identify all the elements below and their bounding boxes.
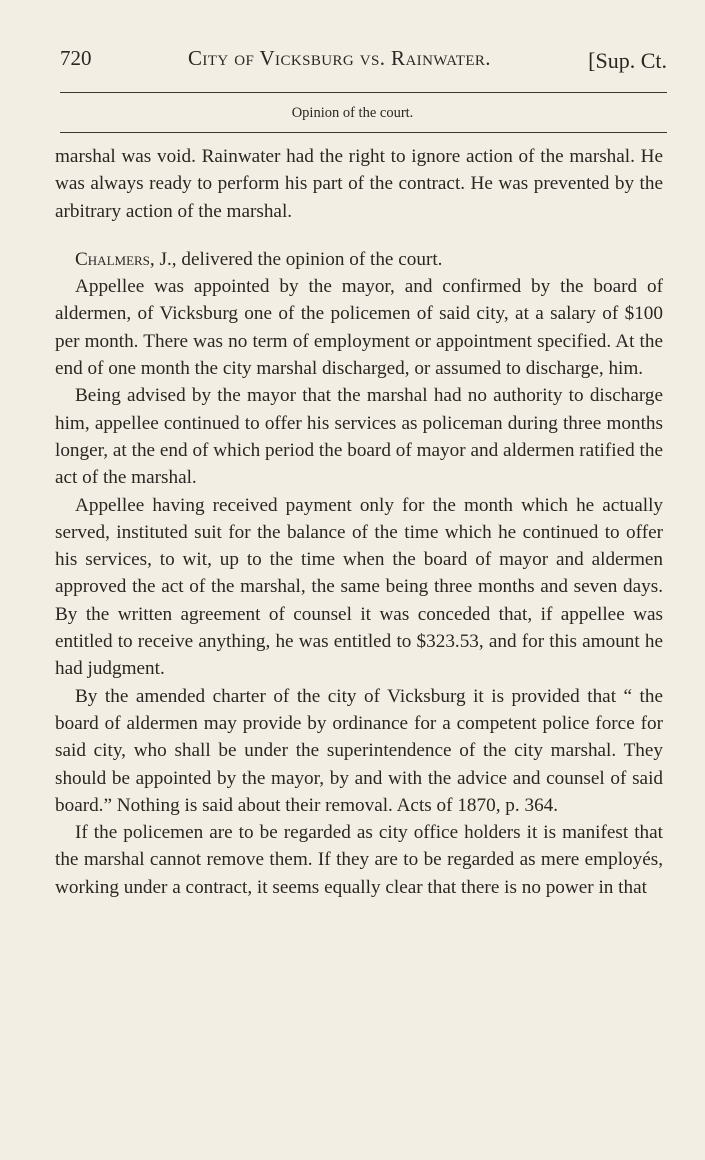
judge-name: Chalmers, J., xyxy=(75,248,177,270)
paragraph: By the amended charter of the city of Vicksburg it is provided that “ the board of aldermen may provide by ordinance for a competent police force for said city, who shall be under the superintendence of the city marshal. They should be appointed by the mayor, by and with the advice and counsel of said board.” Nothing is said about their removal. Acts of 1870, p. 364. xyxy=(55,685,663,816)
paragraph: Appellee having received payment only for the month which he actually served, instituted suit for the balance of the time which he continued to offer his services, to wit, up to the time when the board of mayor and aldermen approved the act of the marshal, the same being three months and seven days. By the written agreement of counsel it was conceded that, if appellee was entitled to receive anything, he was entitled to $323.53, and for this amount he had judgment. xyxy=(55,494,663,680)
page-number: 720 xyxy=(60,46,92,70)
section-subheading: Opinion of the court. xyxy=(291,105,414,121)
running-title: City of Vicksburg vs. Rainwater. xyxy=(188,46,491,70)
court-abbreviation: [Sup. Ct. xyxy=(588,48,667,73)
paragraph: If the policemen are to be regarded as city office holders it is manifest that the marshal cannot remove them. If they are to be regarded as mere employés, working under a contract, it seems equally clear that there is no power in that xyxy=(55,822,663,898)
header-rule-bottom xyxy=(60,132,667,133)
opinion-intro-text: delivered the opinion of the court. xyxy=(181,248,443,270)
paragraph: Appellee was appointed by the mayor, and confirmed by the board of aldermen, of Vicksburg one of the policemen of said city, at a salary of $100 per month. There was no term of employment or appointment specified. At the end of one month the city marshal discharged, or assumed to discharge, him. xyxy=(55,276,663,380)
paragraph-continuation: marshal was void. Rainwater had the right to ignore action of the marshal. He was always ready to perform his part of the contract. He was prevented by the arbitrary action of the marshal. xyxy=(55,146,663,222)
header-rule-top xyxy=(60,92,667,93)
running-header xyxy=(60,46,667,80)
paragraph-opinion-intro xyxy=(55,246,663,273)
paragraph: Being advised by the mayor that the marshal had no authority to discharge him, appellee continued to offer his services as policeman during three months longer, at the end of which period the board of mayor and aldermen ratified the act of the marshal. xyxy=(55,385,663,489)
opinion-body xyxy=(55,143,663,901)
